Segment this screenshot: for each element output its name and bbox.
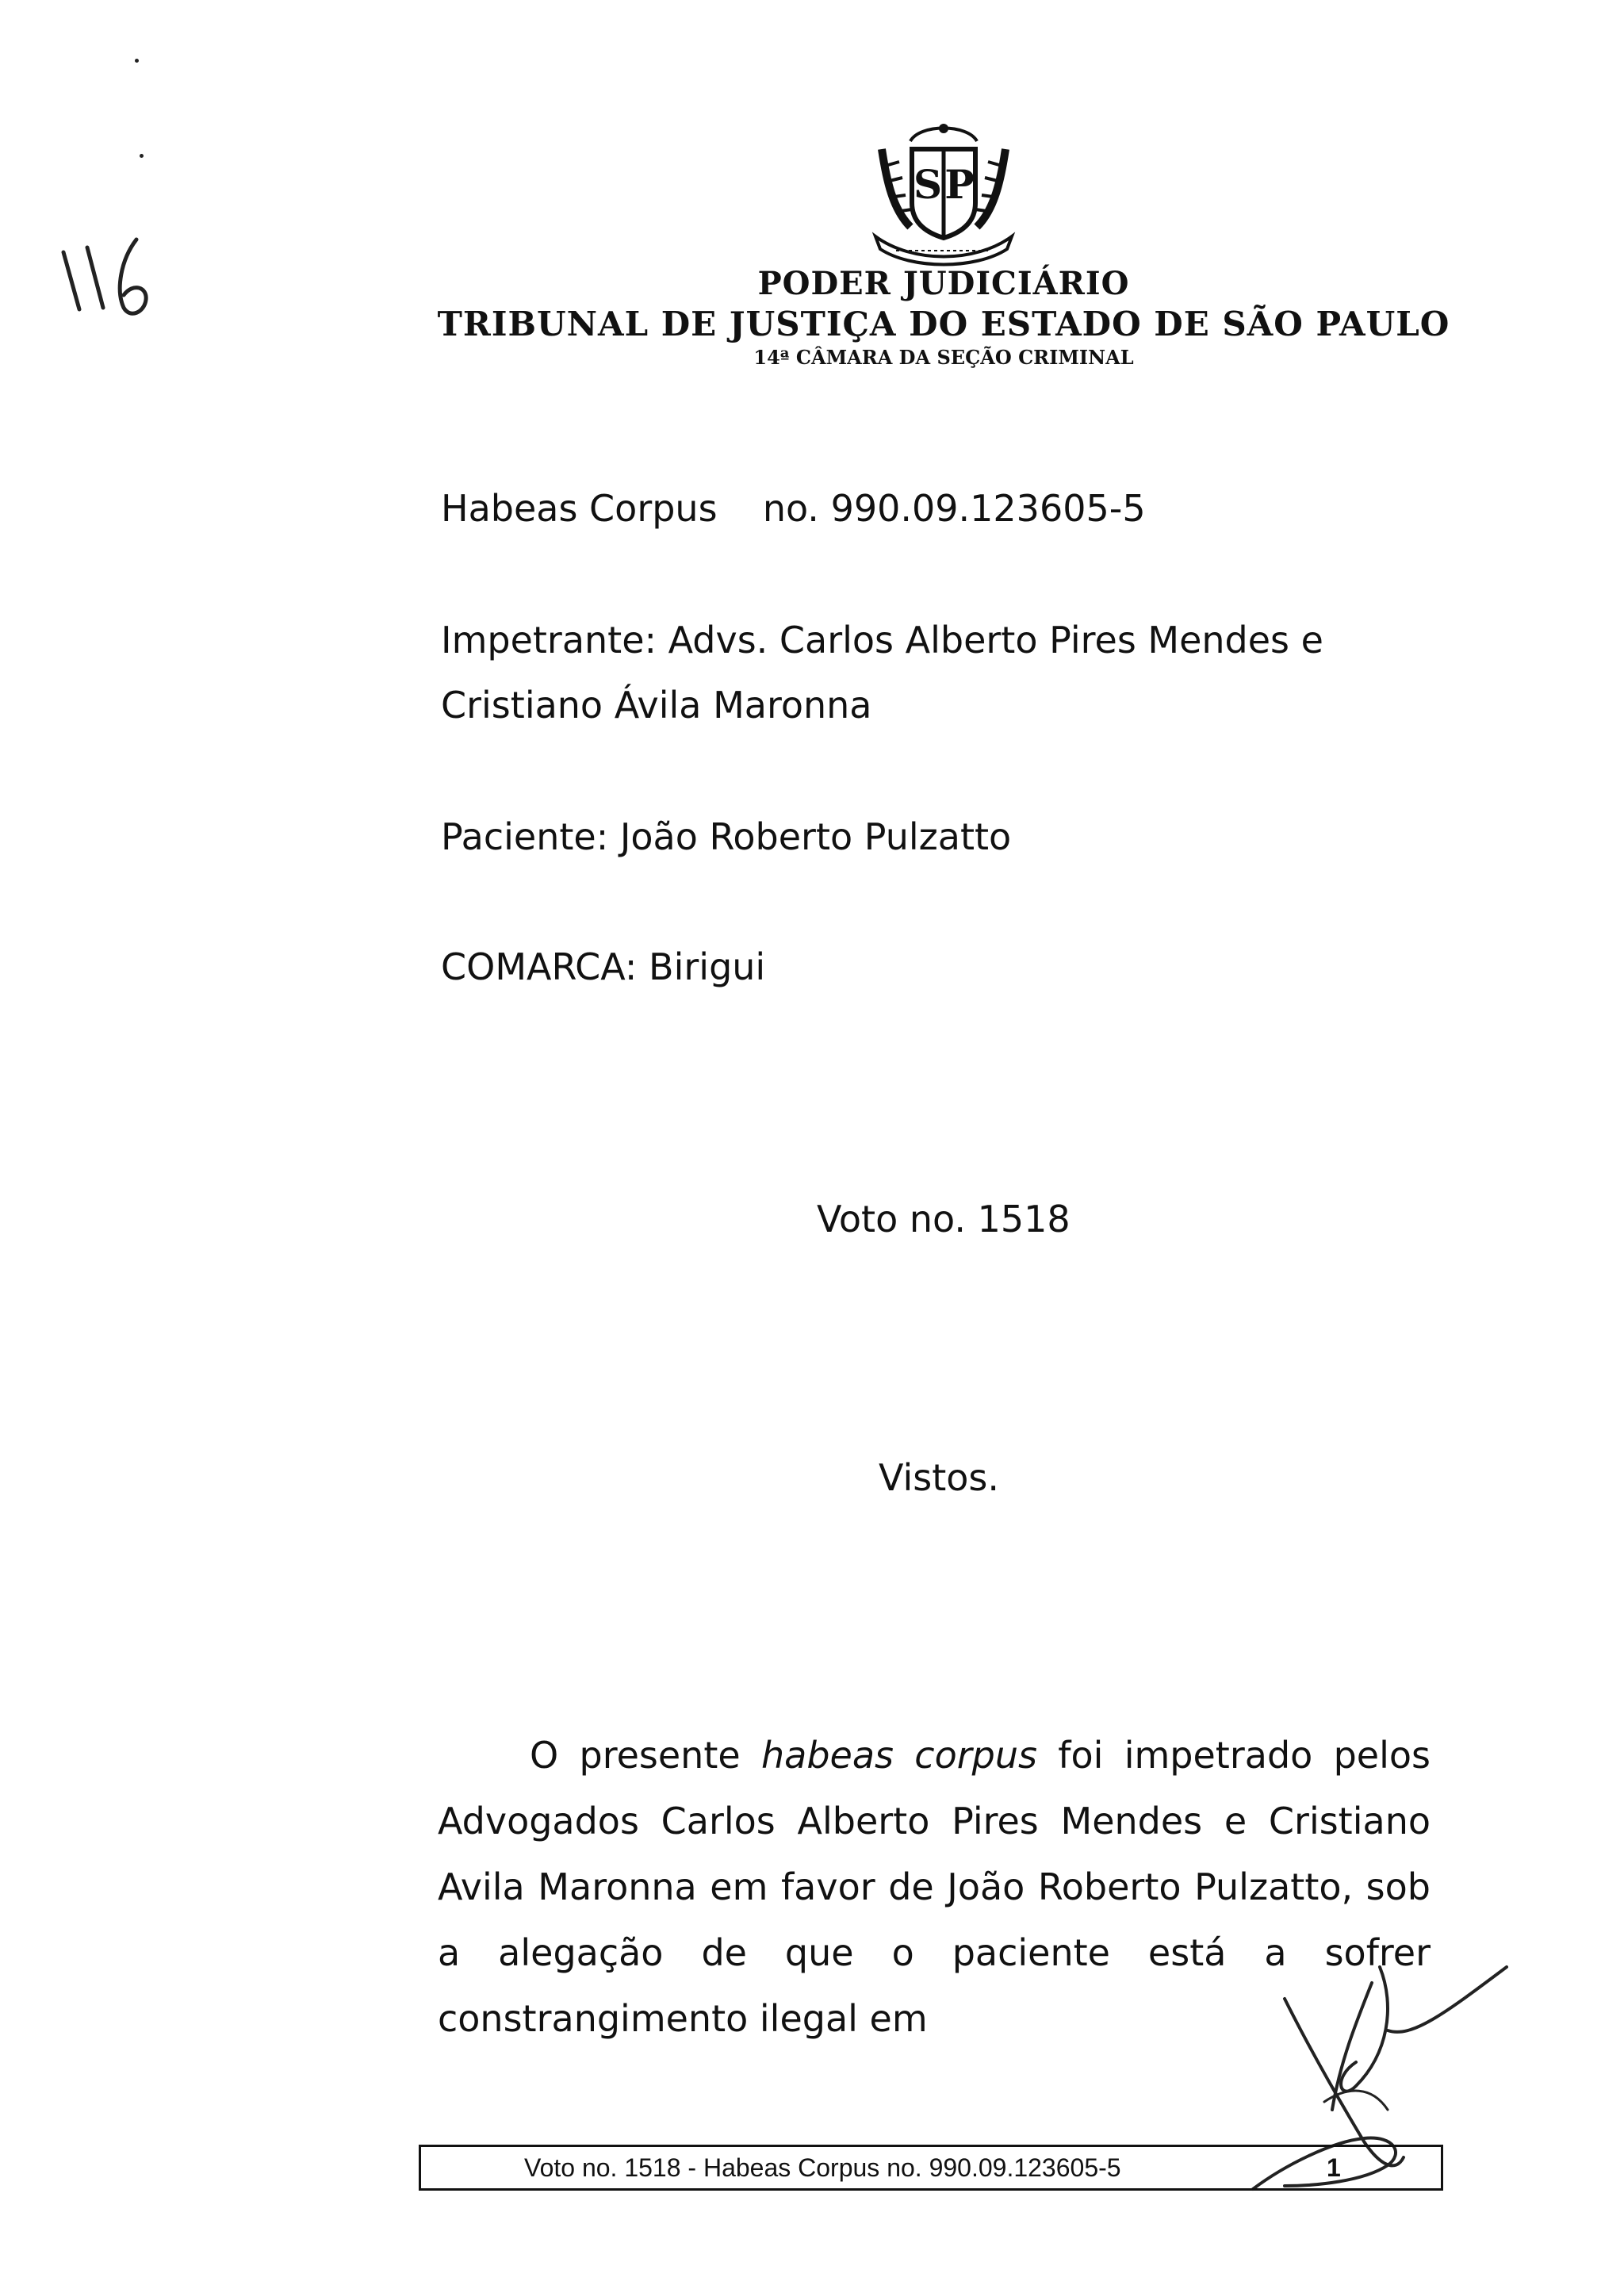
court-header-poder-judiciario: PODER JUDICIÁRIO (757, 265, 1130, 302)
court-header-camara: 14ª CÂMARA DA SEÇÃO CRIMINAL (753, 346, 1134, 369)
paragraph-text-rest: foi impetrado pelos Advogados Carlos Alberto Pires Mendes e Cristiano Avila Maronna em favor de João Roberto Pulzatto, sob a alegação de que o paciente está a sofrer constrangimento ilegal em (438, 1734, 1431, 2040)
paciente-line: Paciente: João Roberto Pulzatto (441, 815, 1012, 858)
vistos-heading: Vistos. (879, 1456, 999, 1499)
habeas-corpus-label: Habeas Corpus (441, 487, 718, 530)
paragraph-text-start: O presente (530, 1734, 761, 1777)
scan-speck (135, 59, 139, 63)
footer-reference-text: Voto no. 1518 - Habeas Corpus no. 990.09.123605-5 (524, 2153, 1121, 2182)
vote-number: Voto no. 1518 (817, 1198, 1071, 1240)
page-number: 1 (1327, 2153, 1341, 2182)
sao-paulo-coat-of-arms-seal (864, 117, 1023, 268)
case-number: 990.09.123605-5 (830, 487, 1146, 530)
footer-reference-box (419, 2145, 1443, 2191)
svg-text:S: S (913, 161, 943, 208)
impetrante-line: Impetrante: Advs. Carlos Alberto Pires Mendes e Cristiano Ávila Maronna (441, 619, 1323, 727)
comarca-line: COMARCA: Birigui (441, 945, 766, 988)
svg-text:P: P (944, 161, 975, 208)
paragraph-italic-term: habeas corpus (761, 1734, 1037, 1777)
scan-speck (140, 154, 144, 158)
number-prefix: no. (762, 487, 819, 530)
habeas-corpus-number-line (441, 476, 1146, 541)
court-header-tribunal: TRIBUNAL DE JUSTIÇA DO ESTADO DE SÃO PAULO (437, 305, 1450, 343)
